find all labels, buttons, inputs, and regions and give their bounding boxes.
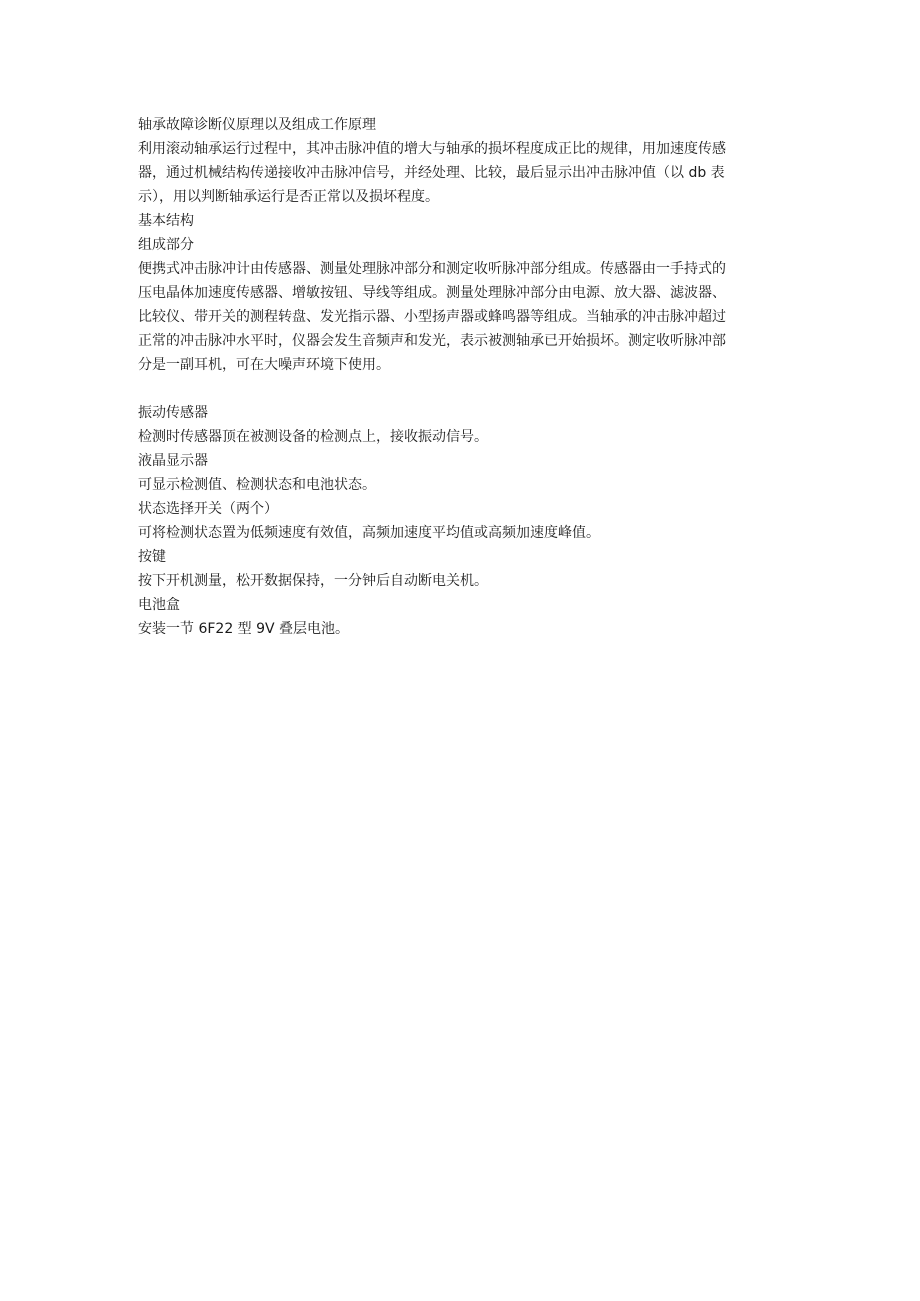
section-text-vibration-sensor: 检测时传感器顶在被测设备的检测点上，接收振动信号。 — [138, 429, 488, 445]
components-line: 分是一副耳机，可在大噪声环境下使用。 — [138, 357, 390, 373]
intro-line: 器，通过机械结构传递接收冲击脉冲信号，并经处理、比较，最后显示出冲击脉冲值（以 db 表 — [138, 165, 725, 181]
components-line: 比较仪、带开关的测程转盘、发光指示器、小型扬声器或蜂鸣器等组成。当轴承的冲击脉冲超过 — [138, 309, 726, 325]
document-page — [138, 113, 788, 641]
heading-components: 组成部分 — [138, 237, 194, 253]
document-title: 轴承故障诊断仪原理以及组成工作原理 — [138, 117, 376, 133]
section-heading-battery-box: 电池盒 — [138, 597, 180, 613]
section-heading-button: 按键 — [138, 549, 166, 565]
section-heading-mode-switch: 状态选择开关（两个） — [138, 501, 278, 517]
components-line: 便携式冲击脉冲计由传感器、测量处理脉冲部分和测定收听脉冲部分组成。传感器由一手持式的 — [138, 261, 726, 277]
heading-basic-structure: 基本结构 — [138, 213, 194, 229]
intro-line: 利用滚动轴承运行过程中，其冲击脉冲值的增大与轴承的损坏程度成正比的规律，用加速度传感 — [138, 141, 726, 157]
section-text-button: 按下开机测量，松开数据保持，一分钟后自动断电关机。 — [138, 573, 488, 589]
section-heading-lcd: 液晶显示器 — [138, 453, 208, 469]
paragraph-gap — [138, 377, 788, 401]
intro-line: 示），用以判断轴承运行是否正常以及损坏程度。 — [138, 189, 439, 205]
section-heading-vibration-sensor: 振动传感器 — [138, 405, 208, 421]
components-line: 压电晶体加速度传感器、增敏按钮、导线等组成。测量处理脉冲部分由电源、放大器、滤波器、 — [138, 285, 726, 301]
components-line: 正常的冲击脉冲水平时，仪器会发生音频声和发光，表示被测轴承已开始损坏。测定收听脉冲部 — [138, 333, 726, 349]
section-text-lcd: 可显示检测值、检测状态和电池状态。 — [138, 477, 376, 493]
section-text-mode-switch: 可将检测状态置为低频速度有效值，高频加速度平均值或高频加速度峰值。 — [138, 525, 600, 541]
section-text-battery-box: 安装一节 6F22 型 9V 叠层电池。 — [138, 621, 350, 637]
